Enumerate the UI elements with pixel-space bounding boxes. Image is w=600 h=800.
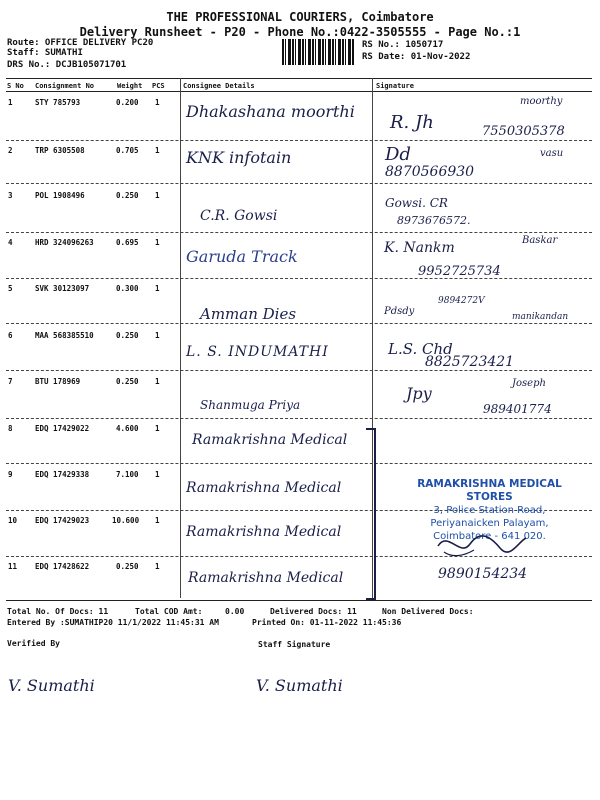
- row-sno: 9: [8, 470, 13, 479]
- row-note: moorthy: [520, 96, 563, 107]
- row-note: vasu: [540, 148, 564, 159]
- row-note: Joseph: [512, 378, 546, 389]
- row-weight: 7.100: [116, 470, 139, 479]
- row-consignee: C.R. Gowsi: [200, 208, 278, 224]
- row-consignment: EDQ 17428622: [35, 562, 90, 571]
- rs-number: RS No.: 1050717: [362, 40, 444, 50]
- row-signature: Jpy: [406, 384, 432, 403]
- row-pcs: 1: [155, 146, 160, 155]
- col-sno: S No: [7, 82, 24, 90]
- verified-by-label: Verified By: [7, 639, 60, 648]
- row-signature: L.S. Chd: [388, 340, 453, 358]
- row-consignee: Shanmuga Priya: [200, 398, 301, 412]
- row-consignment: EDQ 17429022: [35, 424, 90, 433]
- row-sno: 11: [8, 562, 18, 571]
- row-separator: [6, 418, 592, 419]
- row-weight: 4.600: [116, 424, 139, 433]
- row-sno: 7: [8, 377, 13, 386]
- row-signature: Pdsdy: [384, 306, 415, 317]
- row-weight: 0.250: [116, 377, 139, 386]
- row-phone: 9952725734: [418, 264, 501, 279]
- row-consignee: KNK infotain: [186, 148, 292, 167]
- col-consignee: Consignee Details: [183, 82, 255, 90]
- row-pcs: 1: [155, 331, 160, 340]
- stamp-line-2: Periyanaicken Palayam,: [430, 518, 549, 529]
- row-consignment: POL 1908496: [35, 191, 85, 200]
- row-sno: 2: [8, 146, 13, 155]
- row-consignment: HRD 324096263: [35, 238, 94, 247]
- row-consignment: MAA 568385510: [35, 331, 94, 340]
- row-weight: 0.695: [116, 238, 139, 247]
- row-separator: [6, 278, 592, 279]
- row-consignee: Dhakashana moorthi: [186, 102, 355, 121]
- row-consignment: TRP 6305508: [35, 146, 85, 155]
- row-sno: 8: [8, 424, 13, 433]
- row-pcs: 1: [155, 516, 160, 525]
- row-consignee: Ramakrishna Medical: [186, 480, 342, 496]
- row-separator: [6, 323, 592, 324]
- row-consignment: EDQ 17429023: [35, 516, 90, 525]
- row-consignment: EDQ 17429338: [35, 470, 90, 479]
- col-pcs: PCS: [152, 82, 165, 90]
- row-separator: [6, 232, 592, 233]
- row-consignment: SVK 30123097: [35, 284, 90, 293]
- row-consignee: Ramakrishna Medical: [192, 432, 348, 448]
- total-cod-label: Total COD Amt:: [135, 607, 203, 616]
- col-consignment: Consignment No: [35, 82, 95, 90]
- row-sno: 6: [8, 331, 13, 340]
- row-weight: 0.200: [116, 98, 139, 107]
- stamp-line-1: 3, Police Station Road,: [433, 505, 546, 516]
- row-signature: R. Jh: [390, 112, 434, 133]
- row-separator: [6, 183, 592, 184]
- route-label: Route: OFFICE DELIVERY PC20: [7, 38, 154, 48]
- row-sno: 5: [8, 284, 13, 293]
- staff-label: Staff: SUMATHI: [7, 48, 83, 58]
- row-consignee: Ramakrishna Medical: [186, 524, 342, 540]
- delivered-docs: Delivered Docs: 11: [270, 607, 357, 616]
- row-phone: 8870566930: [385, 164, 475, 180]
- stamp-signature-scribble: [430, 528, 530, 560]
- document-subtitle: Delivery Runsheet - P20 - Phone No.:0422-3505555 - Page No.:1: [79, 25, 521, 39]
- verified-signature: V. Sumathi: [8, 676, 95, 695]
- stamp-name: RAMAKRISHNA MEDICAL STORES: [417, 478, 562, 503]
- row-consignee: Amman Dies: [200, 305, 297, 323]
- rs-date: RS Date: 01-Nov-2022: [362, 52, 471, 62]
- row-weight: 0.250: [116, 191, 139, 200]
- stamp-line-3: Coimbatore - 641 020.: [433, 531, 546, 542]
- row-consignee: Ramakrishna Medical: [188, 570, 344, 586]
- staff-signature: V. Sumathi: [256, 676, 343, 695]
- col-signature: Signature: [376, 82, 414, 90]
- row-phone: 9890154234: [438, 566, 528, 582]
- row-sno: 3: [8, 191, 13, 200]
- row-sno: 10: [8, 516, 18, 525]
- entered-by: Entered By :SUMATHIP20 11/1/2022 11:45:31 AM: [7, 618, 219, 627]
- row-signature: K. Nankm: [384, 240, 455, 256]
- col-weight: Weight: [117, 82, 143, 90]
- row-phone: 8825723421: [425, 354, 515, 370]
- row-phone: 989401774: [483, 402, 552, 416]
- row-pcs: 1: [155, 284, 160, 293]
- row-separator: [6, 140, 592, 141]
- row-sno: 4: [8, 238, 13, 247]
- document-title: THE PROFESSIONAL COURIERS, Coimbatore: [166, 10, 434, 24]
- total-docs: Total No. Of Docs: 11: [7, 607, 109, 616]
- drs-number: DRS No.: DCJB105071701: [7, 60, 127, 70]
- row-pcs: 1: [155, 470, 160, 479]
- row-weight: 0.250: [116, 331, 139, 340]
- row-weight: 0.705: [116, 146, 139, 155]
- row-phone: 7550305378: [482, 124, 565, 139]
- table-top-line: [6, 78, 592, 79]
- table-bottom-line: [6, 600, 592, 601]
- row-phone: 9894272V: [438, 296, 485, 306]
- barcode: [282, 39, 354, 65]
- row-pcs: 1: [155, 238, 160, 247]
- group-brace: [366, 428, 376, 600]
- row-pcs: 1: [155, 377, 160, 386]
- row-pcs: 1: [155, 98, 160, 107]
- row-signature: Gowsi. CR: [385, 196, 448, 210]
- total-cod-value: 0.00: [225, 607, 245, 616]
- row-sno: 1: [8, 98, 13, 107]
- table-header-line: [6, 91, 592, 92]
- row-consignment: BTU 178969: [35, 377, 81, 386]
- row-weight: 0.300: [116, 284, 139, 293]
- row-signature: Dd: [385, 144, 411, 165]
- row-consignee: L. S. INDUMATHI: [186, 344, 329, 360]
- consignee-divider: [180, 78, 181, 598]
- row-consignee: Garuda Track: [186, 247, 298, 266]
- non-delivered-docs: Non Delivered Docs:: [382, 607, 474, 616]
- row-consignment: STY 785793: [35, 98, 81, 107]
- row-note: manikandan: [512, 312, 569, 322]
- row-pcs: 1: [155, 191, 160, 200]
- row-weight: 10.600: [112, 516, 140, 525]
- row-pcs: 1: [155, 562, 160, 571]
- printed-on: Printed On: 01-11-2022 11:45:36: [252, 618, 402, 627]
- row-phone: 8973676572.: [397, 214, 471, 227]
- row-weight: 0.250: [116, 562, 139, 571]
- row-separator: [6, 463, 592, 464]
- row-pcs: 1: [155, 424, 160, 433]
- staff-signature-label: Staff Signature: [258, 640, 331, 649]
- row-separator: [6, 370, 592, 371]
- row-note: Baskar: [522, 235, 558, 246]
